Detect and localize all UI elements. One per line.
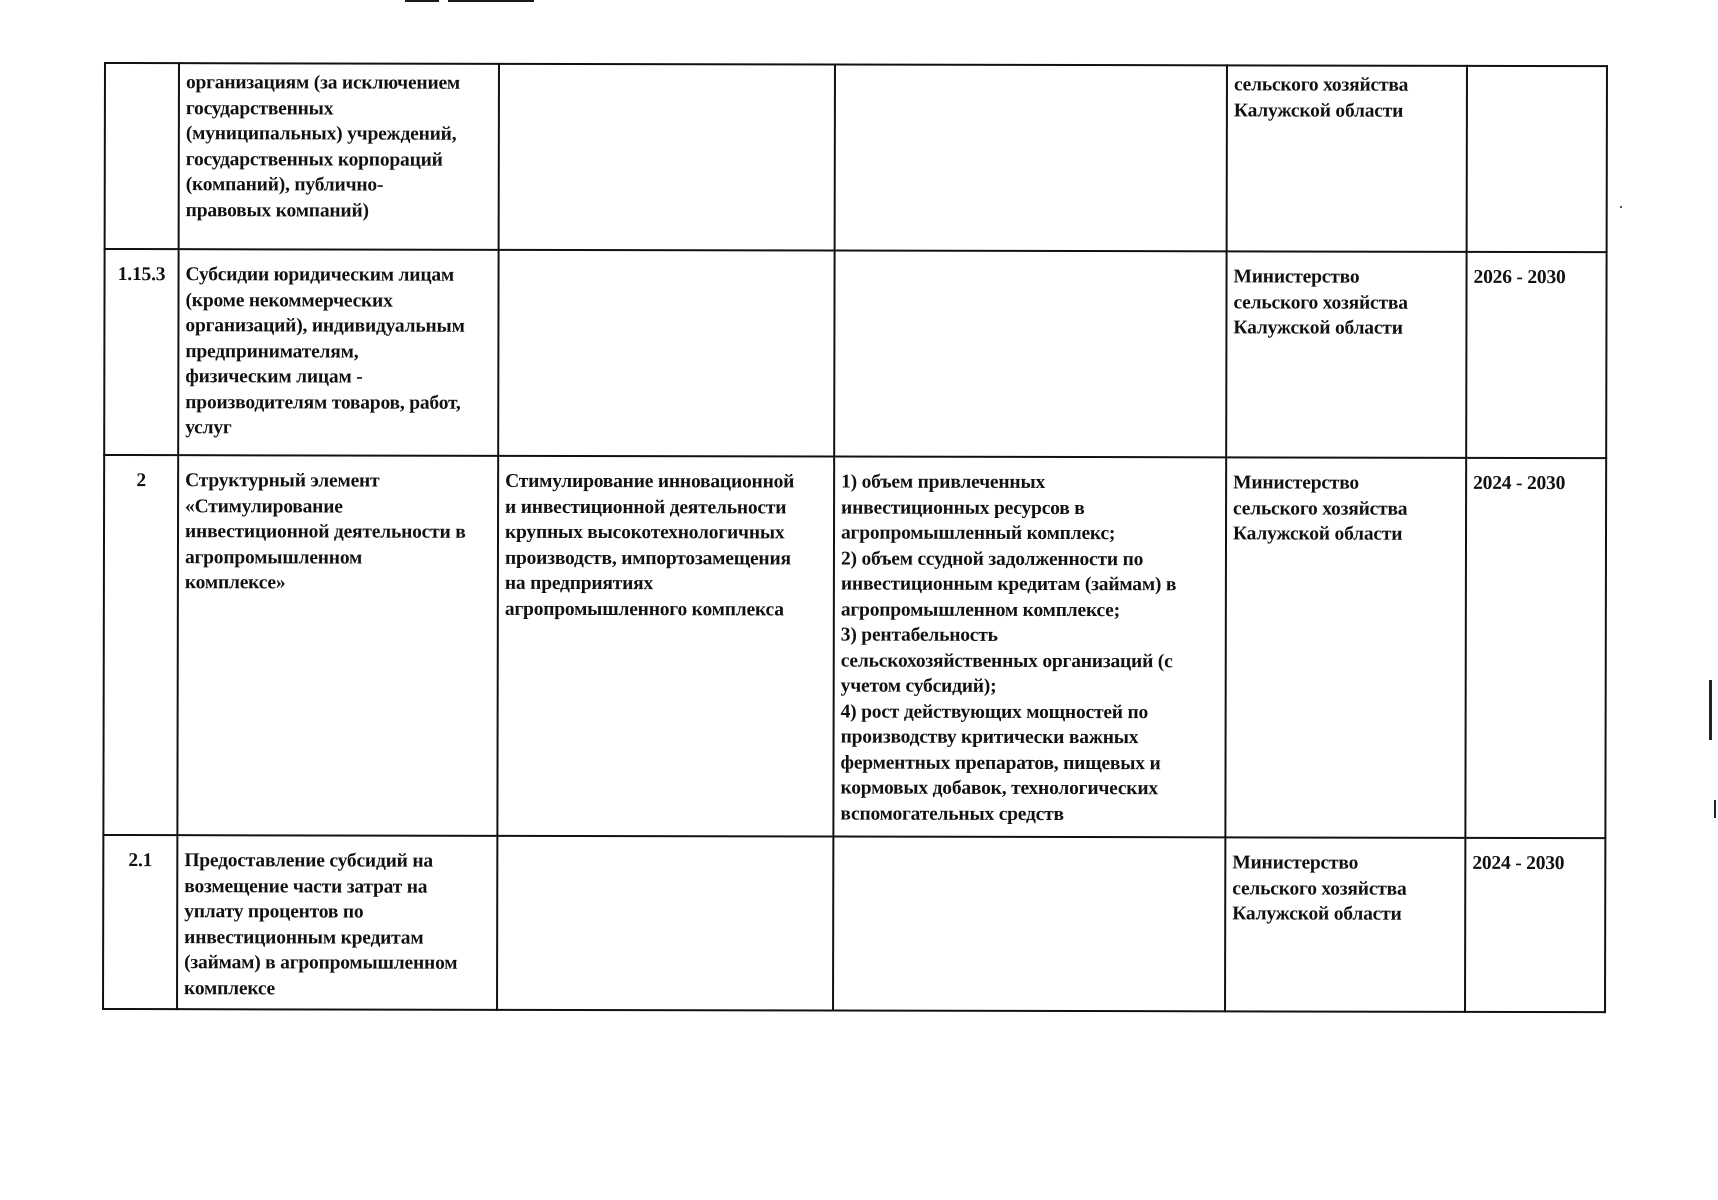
task-cell: [497, 836, 833, 1011]
responsible-cell: сельского хозяйства Калужской области: [1227, 65, 1467, 252]
period-cell: 2026 - 2030: [1466, 252, 1606, 458]
table-row: [105, 63, 1607, 252]
scan-artifact-mark: [448, 0, 534, 2]
period-cell: 2024 - 2030: [1465, 838, 1605, 1012]
scan-edge-artifact: [1714, 800, 1716, 818]
table-row: [104, 249, 1606, 458]
table-row: [103, 455, 1606, 838]
indicators-cell: [833, 837, 1225, 1012]
row-number-cell: 2.1: [103, 835, 177, 1009]
responsible-cell: Министерство сельского хозяйства Калужской области: [1226, 251, 1466, 458]
element-name-cell: организациям (за исключением государственных (муниципальных) учреждений, государственных корпораций (компаний), публично- правовых компаний): [179, 63, 499, 250]
row-number-cell: [105, 63, 179, 249]
indicators-cell: 1) объем привлеченных инвестиционных ресурсов в агропромышленный комплекс; 2) объем ссудной задолженности по инвестиционным кредитам (займам) в агропромышленном комплексе; 3) рентабельность сельскохозяйственных организаций (с учетом субсидий); 4) рост действующих мощностей по производству критически важных ферментных препаратов, пищевых и кормовых добавок, технологических вспомогательных средств: [833, 457, 1226, 838]
task-cell: Стимулирование инновационной и инвестиционной деятельности крупных высокотехнологичных производств, импортозамещения на предприятиях агропромышленного комплекса: [497, 456, 834, 837]
element-name-cell: Субсидии юридическим лицам (кроме некоммерческих организаций), индивидуальным предпринимателям, физическим лицам - производителям товаров, работ, услуг: [178, 249, 498, 456]
responsible-cell: Министерство сельского хозяйства Калужской области: [1225, 457, 1466, 838]
scan-artifact-mark: [405, 0, 439, 2]
task-cell: [499, 64, 835, 251]
responsible-cell: Министерство сельского хозяйства Калужской области: [1225, 837, 1465, 1012]
scan-dot-artifact: [1620, 206, 1622, 208]
element-name-cell: Предоставление субсидий на возмещение части затрат на уплату процентов по инвестиционным кредитам (займам) в агропромышленном комплексе: [177, 835, 497, 1010]
task-cell: [498, 250, 834, 457]
period-cell: [1467, 66, 1607, 252]
indicators-cell: [834, 251, 1226, 458]
row-number-cell: 2: [103, 455, 178, 835]
table-row: [103, 835, 1605, 1012]
period-cell: 2024 - 2030: [1465, 458, 1606, 838]
indicators-cell: [835, 65, 1227, 252]
scan-edge-artifact: [1709, 680, 1712, 740]
element-name-cell: Структурный элемент «Стимулирование инвестиционной деятельности в агропромышленном комплексе»: [177, 455, 498, 836]
row-number-cell: 1.15.3: [104, 249, 178, 455]
program-structure-table: [102, 62, 1608, 1013]
